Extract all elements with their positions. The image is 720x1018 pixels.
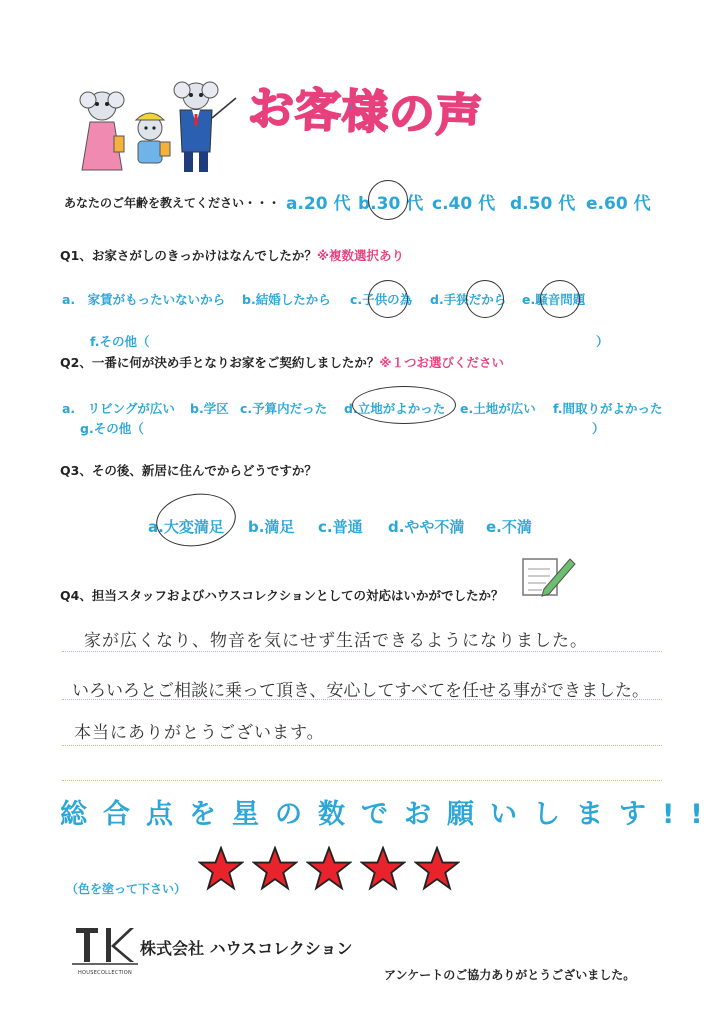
logo-caption: HOUSECOLLECTION [77,970,133,976]
q1-option-other: f.その他（ [90,334,150,349]
age-option-a: a.20 代 [286,194,351,214]
star-5[interactable] [414,846,460,892]
q1-option-b: b.結婚したから [242,292,331,307]
page-title: お客様の声 [247,80,484,144]
q2-option-a: a. リビングが広い [62,401,175,416]
q4-answer-line-1: 家が広くなり、物音を気にせず生活できるようになりました。 [84,631,588,651]
q2-selection-circle-d [352,386,456,424]
q3-option-c: c.普通 [318,518,363,536]
q3-option-a: a.大変満足 [148,518,224,536]
q1-note: ※複数選択あり [316,248,404,263]
company-logo [70,926,140,974]
star-1[interactable] [198,846,244,892]
q4-answer-line-2: いろいろとご相談に乗って頂き、安心してすべてを任せる事ができました。 [72,681,649,701]
q2-question: Q2、一番に何が決め手となりお家をご契約しましたか？ [60,355,380,370]
q2-option-e: e.土地が広い [460,401,536,416]
q1-option-e: e.騒音問題 [522,292,586,307]
answer-rule-1 [62,651,662,652]
company-name: 株式会社 ハウスコレクション [140,939,353,958]
memo-pencil-icon [520,553,576,603]
q2-other-close: ） [592,421,605,436]
age-option-b: b.30 代 [358,194,424,214]
q2-option-c: c.予算内だった [240,401,328,416]
q2-prompt [60,353,504,371]
age-option-c: c.40 代 [432,194,496,214]
q1-option-d: d.手狭だから [430,292,507,307]
rating-banner: 総合点を星の数でお願いします!! [60,799,719,830]
q3-option-e: e.不満 [486,518,532,536]
q2-option-f: f.間取りがよかった [553,401,663,416]
q1-option-c: c.子供の為 [350,292,413,307]
answer-rule-4 [62,780,662,781]
rating-instruction: （色を塗って下さい） [66,882,187,896]
q3-option-d: d.やや不満 [388,518,465,536]
q2-option-b: b.学区 [190,401,229,416]
q4-answer-line-3: 本当にありがとうございます。 [74,723,325,743]
q4-prompt: Q4、担当スタッフおよびハウスコレクションとしての対応はいかがでしたか？ [60,588,504,603]
q3-option-b: b.満足 [248,518,295,536]
star-3[interactable] [306,846,352,892]
age-option-e: e.60 代 [586,194,651,214]
age-selection-circle [368,180,408,220]
q1-selection-circle-d [466,280,504,318]
q1-option-a: a. 家賃がもったいないから [62,292,226,307]
mascot-illustration [70,78,240,178]
star-2[interactable] [252,846,298,892]
thanks-message: アンケートのご協力ありがとうございました。 [384,968,636,982]
star-rating [198,846,478,896]
star-4[interactable] [360,846,406,892]
q1-prompt [60,246,404,264]
age-option-d: d.50 代 [510,194,576,214]
q3-selection-circle-a [153,489,239,552]
age-question: あなたのご年齢を教えてください・・・ [64,196,281,210]
q2-option-d: d.立地がよかった [344,401,446,416]
q1-other-close: ） [596,334,609,349]
q1-selection-circle-e [540,280,580,318]
q3-prompt: Q3、その後、新居に住んでからどうですか？ [60,463,317,478]
q1-selection-circle-c [368,280,408,318]
answer-rule-3 [62,745,662,746]
q1-question: Q1、お家さがしのきっかけはなんでしたか？ [60,248,317,263]
q2-note: ※１つお選びください [379,355,504,370]
q2-option-other: g.その他（ [80,421,144,436]
